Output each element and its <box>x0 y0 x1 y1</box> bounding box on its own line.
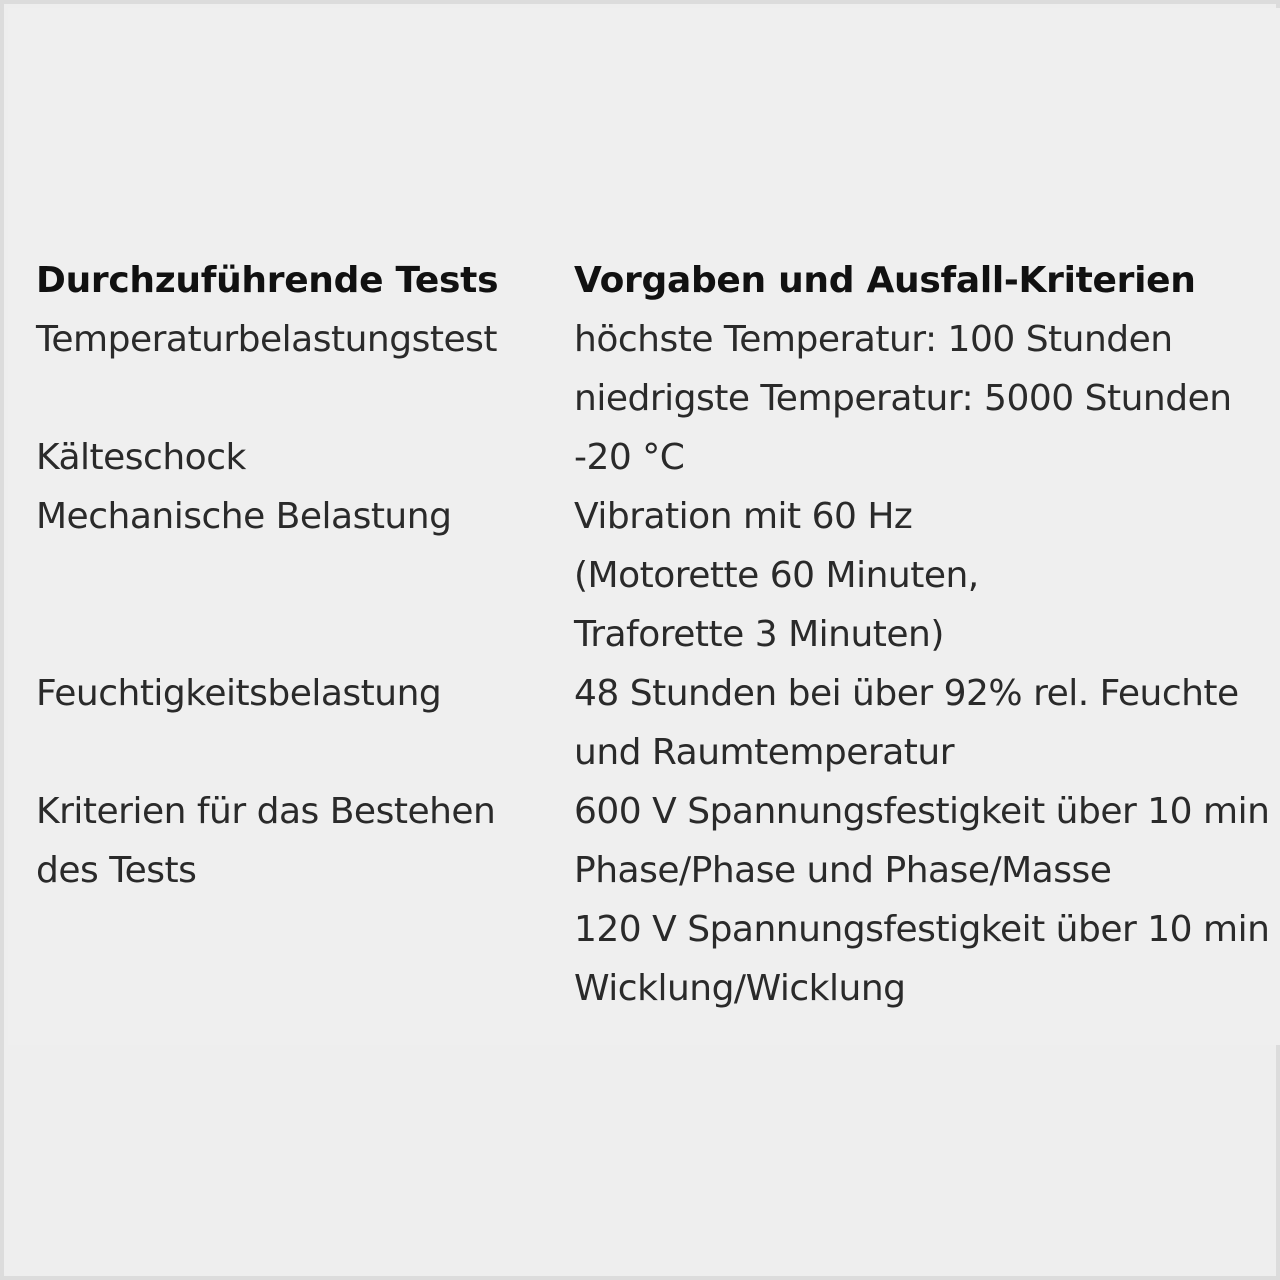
table-row <box>36 428 1256 487</box>
criteria-line: Vibration mit 60 Hz <box>574 496 913 537</box>
test-cell <box>36 782 574 900</box>
table-row <box>36 782 1270 1018</box>
header-tests: Durchzuführende Tests <box>36 260 499 301</box>
criteria-line: Phase/Phase und Phase/Masse <box>574 850 1112 891</box>
criteria-line: -20 °C <box>574 437 685 478</box>
criteria-line: niedrigste Temperatur: 5000 Stunden <box>574 378 1232 419</box>
criteria-line: höchste Temperatur: 100 Stunden <box>574 319 1173 360</box>
criteria-cell <box>574 664 1256 782</box>
header-criteria: Vorgaben und Ausfall-Kriterien <box>574 260 1196 301</box>
table-header-row <box>36 251 1256 310</box>
criteria-line: (Motorette 60 Minuten, <box>574 555 979 596</box>
test-cell <box>36 664 574 723</box>
criteria-line: Traforette 3 Minuten) <box>574 614 944 655</box>
criteria-cell <box>574 428 1256 487</box>
table-row <box>36 310 1256 428</box>
criteria-line: 48 Stunden bei über 92% rel. Feuchte <box>574 673 1239 714</box>
test-line: Mechanische Belastung <box>36 496 452 537</box>
test-line: Temperaturbelastungstest <box>36 319 497 360</box>
test-line: Kälteschock <box>36 437 246 478</box>
criteria-cell <box>574 487 1256 664</box>
criteria-line: Wicklung/Wicklung <box>574 968 906 1009</box>
table-row <box>36 664 1256 782</box>
criteria-line: 600 V Spannungsfestigkeit über 10 min <box>574 791 1270 832</box>
test-line: Feuchtigkeitsbelastung <box>36 673 442 714</box>
test-spec-table <box>36 251 1270 1018</box>
test-cell <box>36 487 574 546</box>
criteria-line: und Raumtemperatur <box>574 732 955 773</box>
test-line: des Tests <box>36 850 197 891</box>
criteria-cell <box>574 782 1269 1018</box>
criteria-cell <box>574 310 1256 428</box>
criteria-line: 120 V Spannungsfestigkeit über 10 min <box>574 909 1270 950</box>
table-row <box>36 487 1256 664</box>
test-line: Kriterien für das Bestehen <box>36 791 496 832</box>
test-cell <box>36 310 574 369</box>
test-cell <box>36 428 574 487</box>
